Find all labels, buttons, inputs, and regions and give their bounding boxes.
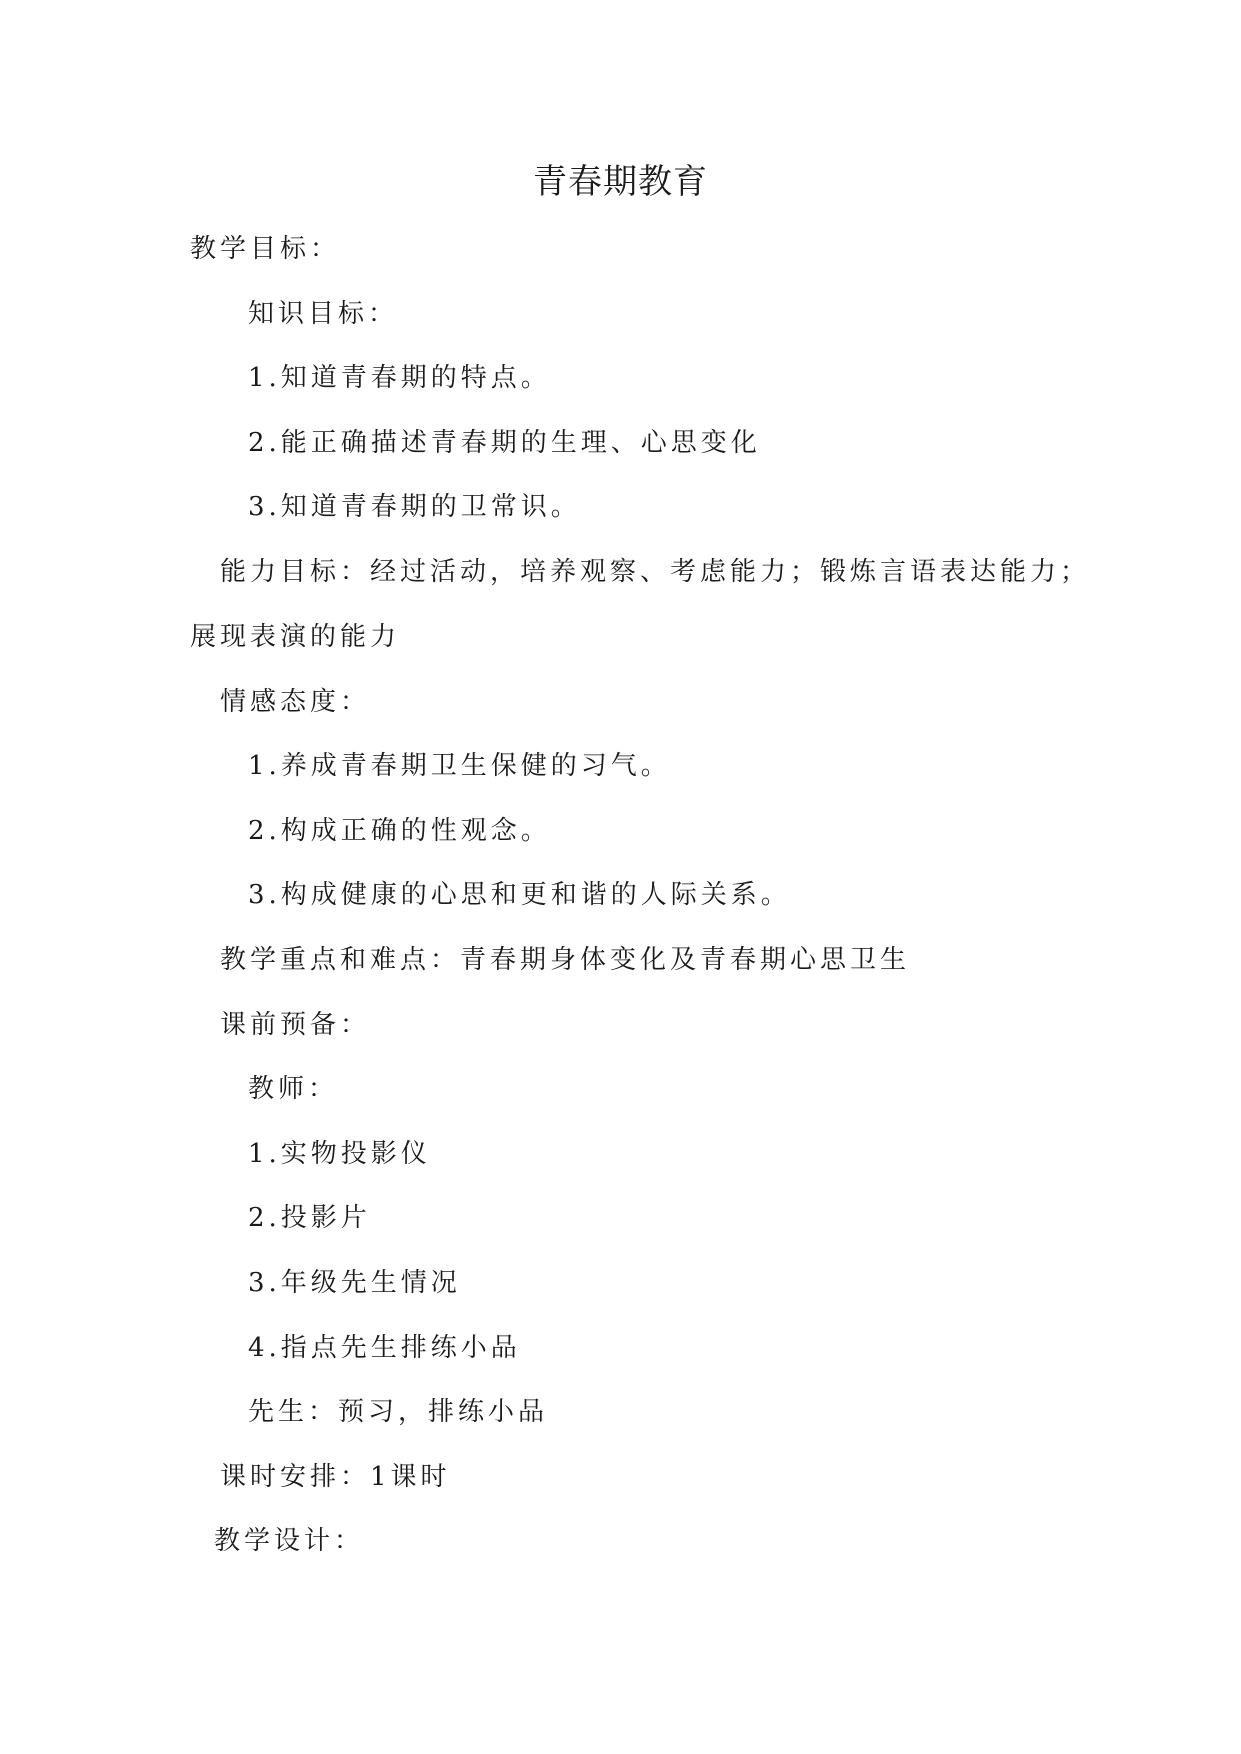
list-item: 1.养成青春期卫生保健的习气。 (248, 751, 671, 781)
section-heading-teaching-design: 教学设计： (214, 1526, 365, 1556)
list-item: 3.年级先生情况 (248, 1268, 461, 1298)
students-preparation: 先生：预习，排练小品 (248, 1397, 549, 1427)
subheading-preparation: 课前预备： (220, 1010, 371, 1040)
list-item: 2.投影片 (248, 1203, 371, 1233)
subheading-knowledge-goals: 知识目标： (248, 299, 399, 329)
list-item: 1.实物投影仪 (248, 1139, 431, 1169)
subheading-emotional-attitude: 情感态度： (220, 687, 371, 717)
section-heading-teaching-goals: 教学目标： (190, 234, 341, 264)
list-item: 4.指点先生排练小品 (248, 1333, 521, 1363)
subheading-teacher: 教师： (248, 1074, 339, 1104)
ability-goals-continuation: 展现表演的能力 (190, 622, 401, 652)
key-points-paragraph: 教学重点和难点：青春期身体变化及青春期心思卫生 (220, 945, 911, 975)
list-item: 2.能正确描述青春期的生理、心思变化 (248, 428, 761, 458)
list-item: 3.构成健康的心思和更和谐的人际关系。 (248, 880, 791, 910)
list-item: 3.知道青春期的卫常识。 (248, 492, 581, 522)
list-item: 2.构成正确的性观念。 (248, 816, 551, 846)
list-item: 1.知道青春期的特点。 (248, 363, 551, 393)
class-schedule: 课时安排：1课时 (220, 1462, 451, 1492)
ability-goals-paragraph: 能力目标：经过活动，培养观察、考虑能力；锻炼言语表达能力； (220, 557, 1091, 587)
document-title: 青春期教育 (533, 162, 708, 202)
